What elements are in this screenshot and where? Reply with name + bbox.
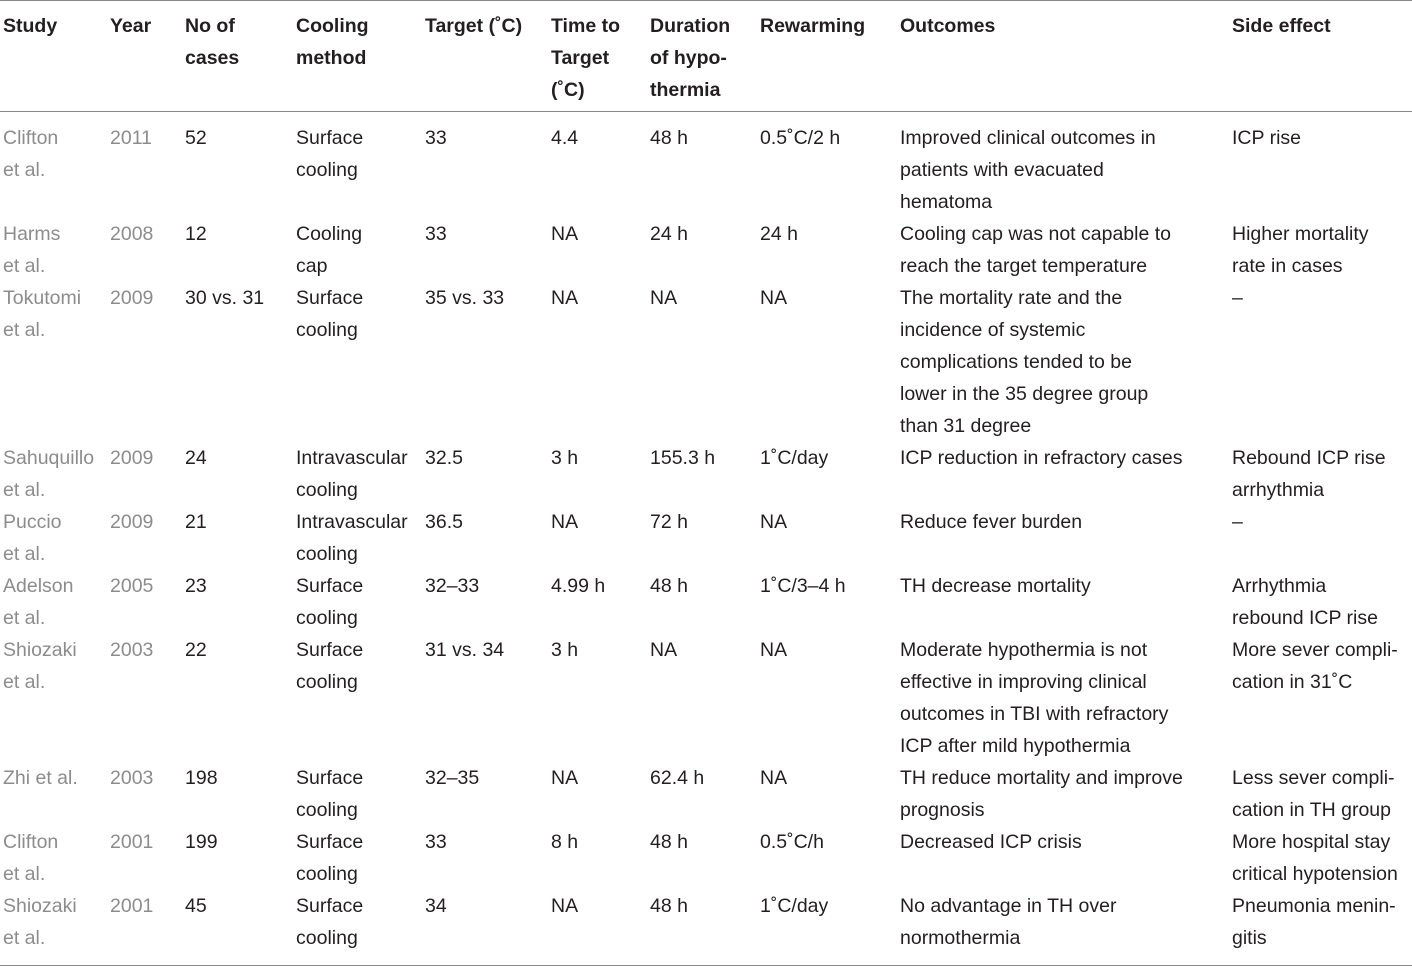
cell-outcomes: ICP reduction in refractory cases	[900, 447, 1183, 469]
cell-study: Zhi et al.	[3, 767, 78, 789]
cell-target: 33	[425, 223, 447, 245]
cell-year: 2009	[110, 511, 154, 533]
cell-side-effect: More hospital stay critical hypotension	[1232, 831, 1398, 885]
cell-study: Shiozaki et al.	[3, 895, 77, 949]
cell-year: 2011	[110, 127, 152, 149]
cell-year: 2009	[110, 447, 154, 469]
cell-side-effect: –	[1232, 287, 1243, 309]
cell-cases: 52	[185, 127, 207, 149]
cell-side-effect: –	[1232, 511, 1243, 533]
cell-cases: 22	[185, 639, 207, 661]
cell-cases: 21	[185, 511, 207, 533]
table-bottom-rule	[0, 965, 1412, 966]
cell-outcomes: TH decrease mortality	[900, 575, 1091, 597]
cell-study: Sahuquillo et al.	[3, 447, 95, 501]
cell-target: 34	[425, 895, 447, 917]
cell-cases: 45	[185, 895, 207, 917]
cell-study: Clifton et al.	[3, 831, 59, 885]
cell-cooling-method: Surface cooling	[296, 639, 364, 693]
cell-time-to-target: 3 h	[551, 447, 579, 469]
cell-duration: 24 h	[650, 223, 688, 245]
cell-target: 35 vs. 33	[425, 287, 505, 309]
cell-cases: 198	[185, 767, 218, 789]
cell-target: 31 vs. 34	[425, 639, 505, 661]
cell-side-effect: Pneumonia menin- gitis	[1232, 895, 1396, 949]
cell-outcomes: Improved clinical outcomes in patients with evacuated hematoma	[900, 127, 1156, 213]
cell-outcomes: The mortality rate and the incidence of systemic complications tended to be lower in the 35 degree group than 31 degree	[900, 287, 1149, 437]
cell-duration: 48 h	[650, 575, 688, 597]
cell-rewarming: NA	[760, 639, 788, 661]
cell-year: 2005	[110, 575, 154, 597]
column-header-outcomes: Outcomes	[900, 15, 996, 37]
cell-duration: 48 h	[650, 895, 688, 917]
column-header-target: Target (˚C)	[425, 15, 523, 37]
cell-rewarming: 1˚C/day	[760, 447, 829, 469]
cell-side-effect: Higher mortality rate in cases	[1232, 223, 1369, 277]
cell-outcomes: Decreased ICP crisis	[900, 831, 1082, 853]
cell-duration: 48 h	[650, 831, 688, 853]
cell-study: Shiozaki et al.	[3, 639, 77, 693]
cell-cooling-method: Cooling cap	[296, 223, 363, 277]
column-header-cases: No of cases	[185, 15, 240, 69]
cell-cases: 30 vs. 31	[185, 287, 265, 309]
cell-time-to-target: 8 h	[551, 831, 579, 853]
cell-year: 2003	[110, 639, 154, 661]
cell-time-to-target: NA	[551, 287, 579, 309]
cell-side-effect: Less sever compli- cation in TH group	[1232, 767, 1395, 821]
column-header-duration: Duration of hypo- thermia	[650, 15, 731, 101]
cell-cases: 199	[185, 831, 218, 853]
cell-rewarming: 1˚C/day	[760, 895, 829, 917]
cell-duration: 48 h	[650, 127, 688, 149]
cell-cooling-method: Surface cooling	[296, 767, 364, 821]
cell-time-to-target: NA	[551, 223, 579, 245]
cell-cooling-method: Surface cooling	[296, 895, 364, 949]
cell-time-to-target: 4.4	[551, 127, 579, 149]
cell-target: 33	[425, 127, 447, 149]
cell-time-to-target: NA	[551, 511, 579, 533]
cell-time-to-target: NA	[551, 767, 579, 789]
cell-time-to-target: 4.99 h	[551, 575, 606, 597]
cell-time-to-target: NA	[551, 895, 579, 917]
cell-rewarming: 24 h	[760, 223, 798, 245]
cell-duration: NA	[650, 287, 678, 309]
cell-duration: 62.4 h	[650, 767, 705, 789]
cell-outcomes: TH reduce mortality and improve prognosis	[900, 767, 1183, 821]
column-header-side-effect: Side effect	[1232, 15, 1331, 37]
cell-rewarming: 0.5˚C/h	[760, 831, 824, 853]
cell-cooling-method: Surface cooling	[296, 287, 364, 341]
cell-outcomes: Cooling cap was not capable to reach the target temperature	[900, 223, 1172, 277]
cell-cooling-method: Intravascular cooling	[296, 511, 408, 565]
cell-year: 2008	[110, 223, 154, 245]
cell-target: 36.5	[425, 511, 463, 533]
column-header-rewarming: Rewarming	[760, 15, 866, 37]
cell-outcomes: No advantage in TH over normothermia	[900, 895, 1117, 949]
cell-rewarming: NA	[760, 767, 788, 789]
cell-side-effect: Rebound ICP rise arrhythmia	[1232, 447, 1386, 501]
cell-cooling-method: Surface cooling	[296, 575, 364, 629]
cell-study: Harms et al.	[3, 223, 61, 277]
cell-side-effect: ICP rise	[1232, 127, 1301, 149]
cell-duration: 72 h	[650, 511, 688, 533]
cell-study: Tokutomi et al.	[3, 287, 82, 341]
cell-target: 33	[425, 831, 447, 853]
cell-year: 2003	[110, 767, 154, 789]
cell-time-to-target: 3 h	[551, 639, 579, 661]
table-header-rule	[0, 111, 1412, 112]
table-top-rule	[0, 0, 1412, 1]
cell-outcomes: Moderate hypothermia is not effective in improving clinical outcomes in TBI with refractory ICP after mild hypothermia	[900, 639, 1169, 757]
column-header-year: Year	[110, 15, 152, 37]
cell-year: 2001	[110, 831, 154, 853]
column-header-time: Time to Target (˚C)	[551, 15, 620, 101]
cell-rewarming: 1˚C/3–4 h	[760, 575, 846, 597]
cell-outcomes: Reduce fever burden	[900, 511, 1083, 533]
cell-study: Puccio et al.	[3, 511, 62, 565]
column-header-cooling: Cooling method	[296, 15, 369, 69]
cell-cases: 24	[185, 447, 207, 469]
cell-side-effect: Arrhythmia rebound ICP rise	[1232, 575, 1378, 629]
cell-cooling-method: Intravascular cooling	[296, 447, 408, 501]
cell-rewarming: NA	[760, 287, 788, 309]
cell-target: 32–33	[425, 575, 480, 597]
cell-cooling-method: Surface cooling	[296, 831, 364, 885]
cell-target: 32.5	[425, 447, 463, 469]
column-header-study: Study	[3, 15, 58, 37]
cell-rewarming: NA	[760, 511, 788, 533]
cell-study: Adelson et al.	[3, 575, 74, 629]
cell-side-effect: More sever compli- cation in 31˚C	[1232, 639, 1398, 693]
cell-year: 2001	[110, 895, 154, 917]
cell-cases: 12	[185, 223, 207, 245]
cell-target: 32–35	[425, 767, 480, 789]
cell-study: Clifton et al.	[3, 127, 59, 181]
cell-duration: NA	[650, 639, 678, 661]
cell-cooling-method: Surface cooling	[296, 127, 364, 181]
cell-rewarming: 0.5˚C/2 h	[760, 127, 841, 149]
cell-cases: 23	[185, 575, 207, 597]
cell-duration: 155.3 h	[650, 447, 716, 469]
cell-year: 2009	[110, 287, 154, 309]
